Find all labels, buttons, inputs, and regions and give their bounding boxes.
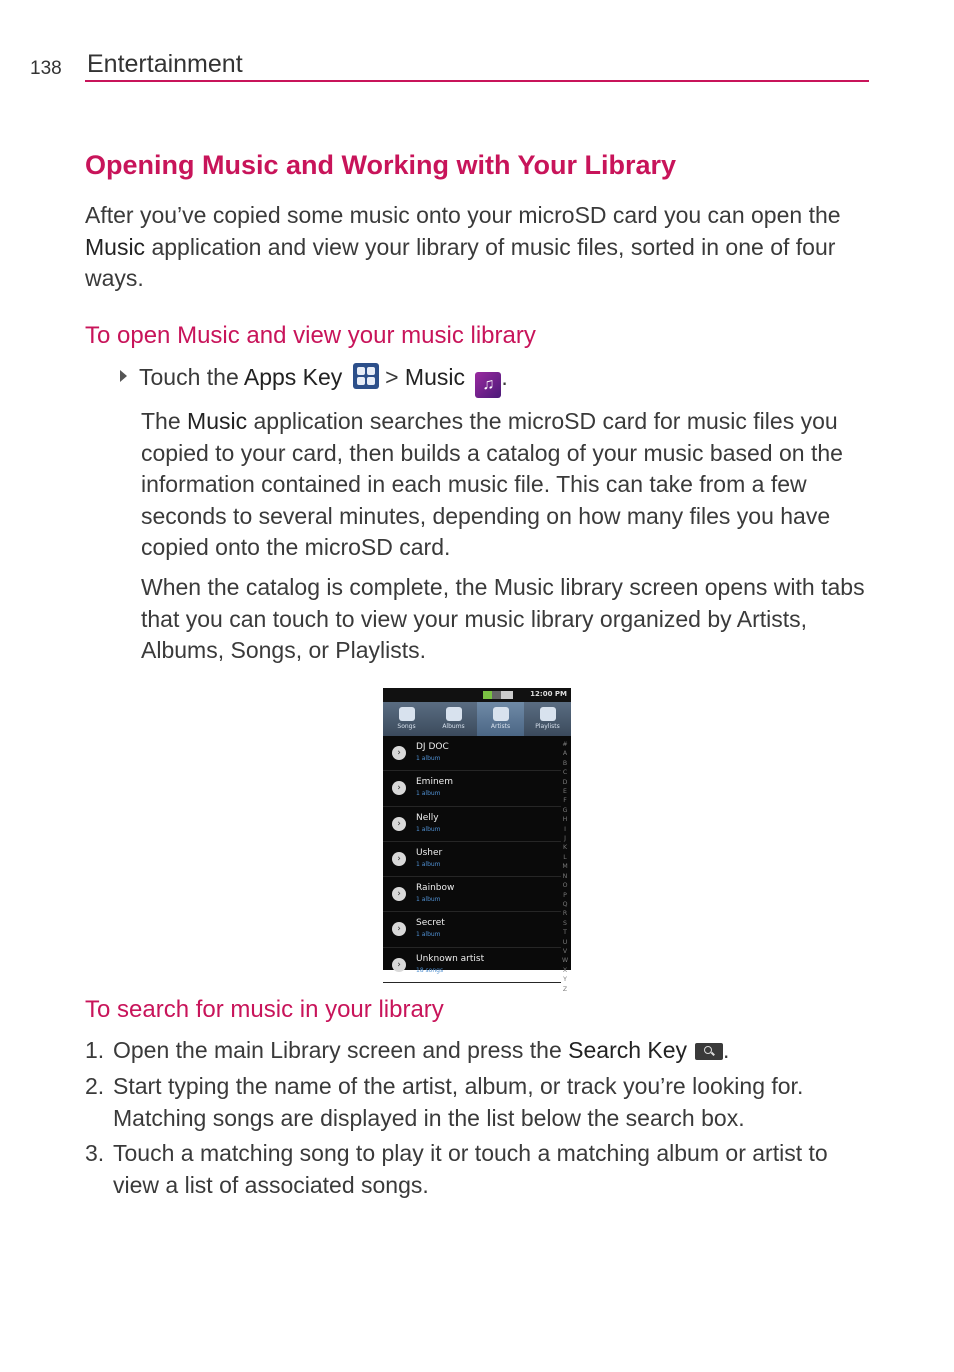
- albums-tab-icon: [446, 707, 462, 721]
- step-text: [113, 1035, 875, 1067]
- tab-label: Playlists: [535, 723, 560, 730]
- tab-label: Albums: [442, 723, 465, 730]
- alphabet-index-letter[interactable]: H: [562, 816, 568, 824]
- alphabet-index-letter[interactable]: B: [562, 759, 568, 767]
- alphabet-index-letter[interactable]: J: [564, 835, 566, 843]
- page-heading: Opening Music and Working with Your Library: [85, 150, 677, 180]
- alphabet-index-letter[interactable]: G: [562, 806, 568, 814]
- alphabet-index-letter[interactable]: I: [564, 825, 566, 833]
- alphabet-index-letter[interactable]: F: [563, 797, 567, 805]
- alphabet-index-letter[interactable]: L: [563, 853, 567, 861]
- alphabet-index-letter[interactable]: #: [562, 741, 568, 748]
- alphabet-index-letter[interactable]: D: [562, 778, 568, 786]
- alphabet-index-bar[interactable]: [562, 740, 568, 994]
- list-item[interactable]: [383, 736, 561, 771]
- music-scan-paragraph: [141, 406, 881, 564]
- library-tab-bar: [383, 702, 571, 736]
- section-title: Entertainment: [87, 50, 243, 78]
- list-item: [85, 1035, 875, 1067]
- step-number: 3.: [85, 1140, 105, 1166]
- list-item[interactable]: [383, 771, 561, 806]
- apps-key-label: Apps Key: [243, 364, 343, 390]
- header-divider: [85, 80, 869, 82]
- artist-list: [383, 736, 561, 983]
- intro-paragraph: [85, 200, 875, 295]
- tab-label: Songs: [397, 723, 416, 730]
- expand-arrow-icon: ›: [392, 887, 406, 901]
- tab-label: Artists: [490, 723, 511, 730]
- music-app-label: Music: [404, 364, 465, 390]
- expand-arrow-icon: ›: [392, 781, 406, 795]
- alphabet-index-letter[interactable]: Q: [562, 900, 568, 908]
- tab-artists[interactable]: [477, 702, 524, 736]
- alphabet-index-letter[interactable]: R: [562, 910, 568, 918]
- list-item[interactable]: [383, 807, 561, 842]
- artist-count: 1 album: [416, 790, 441, 798]
- subheading-open-music: To open Music and view your music library: [85, 322, 536, 349]
- list-item[interactable]: [383, 948, 561, 983]
- music-app-icon: ♫: [475, 372, 501, 398]
- page-number: 138: [30, 58, 62, 79]
- status-bar: [383, 688, 571, 702]
- alphabet-index-letter[interactable]: U: [562, 938, 568, 946]
- expand-arrow-icon: ›: [392, 922, 406, 936]
- artist-name: Nelly: [416, 812, 439, 823]
- subheading-search-music: To search for music in your library: [85, 996, 444, 1023]
- list-item[interactable]: [383, 877, 561, 912]
- expand-arrow-icon: ›: [392, 958, 406, 972]
- artist-name: Unknown artist: [416, 953, 485, 964]
- status-icons: [483, 691, 513, 699]
- artist-name: Secret: [416, 918, 445, 929]
- alphabet-index-letter[interactable]: T: [563, 929, 567, 937]
- apps-key-icon: [353, 363, 379, 389]
- para1-rest: application searches the microSD card for music files you copied to your card, then builds a catalog of your music based on the information contained in each music file. This can take from a few seconds to several minutes, depending on how many files you have copied onto the microSD card.: [141, 408, 843, 560]
- alphabet-index-letter[interactable]: E: [563, 788, 567, 796]
- artist-name: DJ DOC: [416, 742, 449, 752]
- tab-albums[interactable]: [430, 702, 477, 736]
- step-separator: >: [378, 364, 405, 390]
- step-end: .: [501, 364, 508, 390]
- intro-music-term: Music: [85, 233, 146, 260]
- catalog-paragraph: When the catalog is complete, the Music library screen opens with tabs that you can touch to view your music library organized by Artists, Albums, Songs, or Playlists.: [141, 574, 865, 663]
- artist-count: 1 album: [416, 860, 441, 868]
- artist-name: Eminem: [416, 777, 453, 788]
- list-item[interactable]: [383, 912, 561, 947]
- artist-name: Rainbow: [416, 883, 455, 894]
- artist-count: 1 album: [416, 896, 441, 904]
- list-item: [85, 1138, 875, 1201]
- expand-arrow-icon: ›: [392, 852, 406, 866]
- tab-playlists[interactable]: [524, 702, 571, 736]
- step-1-text: Open the main Library screen and press the: [113, 1037, 569, 1063]
- songs-tab-icon: [399, 707, 415, 721]
- expand-arrow-icon: ›: [392, 746, 406, 760]
- alphabet-index-letter[interactable]: W: [562, 957, 569, 965]
- step-1-end: .: [723, 1037, 730, 1063]
- step-number: 2.: [85, 1073, 105, 1099]
- alphabet-index-letter[interactable]: P: [563, 891, 567, 899]
- expand-arrow-icon: ›: [392, 817, 406, 831]
- search-key-label: Search Key: [568, 1037, 688, 1063]
- alphabet-index-letter[interactable]: C: [562, 769, 568, 777]
- step-text: Start typing the name of the artist, album, or track you’re looking for. Matching songs are displayed in the list below the search box.: [113, 1073, 804, 1131]
- list-item[interactable]: [383, 842, 561, 877]
- step-text: Touch a matching song to play it or touch a matching album or artist to view a list of associated songs.: [113, 1140, 828, 1198]
- intro-text-end: application and view your library of music files, sorted in one of four ways.: [85, 233, 836, 291]
- list-item: [85, 1071, 875, 1134]
- alphabet-index-letter[interactable]: X: [562, 966, 568, 974]
- alphabet-index-letter[interactable]: Z: [562, 985, 568, 993]
- playlists-tab-icon: [540, 707, 556, 721]
- tab-songs[interactable]: [383, 702, 430, 736]
- alphabet-index-letter[interactable]: N: [562, 872, 568, 880]
- artist-count: 1 album: [416, 755, 441, 762]
- alphabet-index-letter[interactable]: O: [562, 882, 568, 890]
- step-number: 1.: [85, 1037, 105, 1063]
- alphabet-index-letter[interactable]: Y: [563, 976, 567, 984]
- status-clock: 12:00 PM: [530, 690, 567, 698]
- artist-count: 18 songs: [416, 966, 444, 974]
- alphabet-index-letter[interactable]: K: [562, 844, 568, 852]
- intro-text: After you’ve copied some music onto your microSD card you can open the: [85, 202, 841, 228]
- step-touch-text: Touch the: [139, 364, 244, 390]
- step-open-music: [120, 362, 508, 398]
- artist-name: Usher: [416, 847, 443, 858]
- alphabet-index-letter[interactable]: S: [563, 919, 567, 927]
- alphabet-index-letter[interactable]: M: [562, 863, 568, 871]
- para1-start: The: [141, 408, 188, 434]
- search-key-icon: [695, 1043, 723, 1060]
- artist-count: 1 album: [416, 931, 441, 939]
- alphabet-index-letter[interactable]: A: [562, 750, 568, 758]
- artists-tab-icon: [493, 707, 509, 721]
- alphabet-index-letter[interactable]: V: [562, 947, 568, 955]
- artist-count: 1 album: [416, 825, 441, 833]
- para1-music-term: Music: [187, 408, 248, 434]
- bullet-arrow-icon: [120, 370, 127, 382]
- music-library-screenshot: [383, 688, 571, 993]
